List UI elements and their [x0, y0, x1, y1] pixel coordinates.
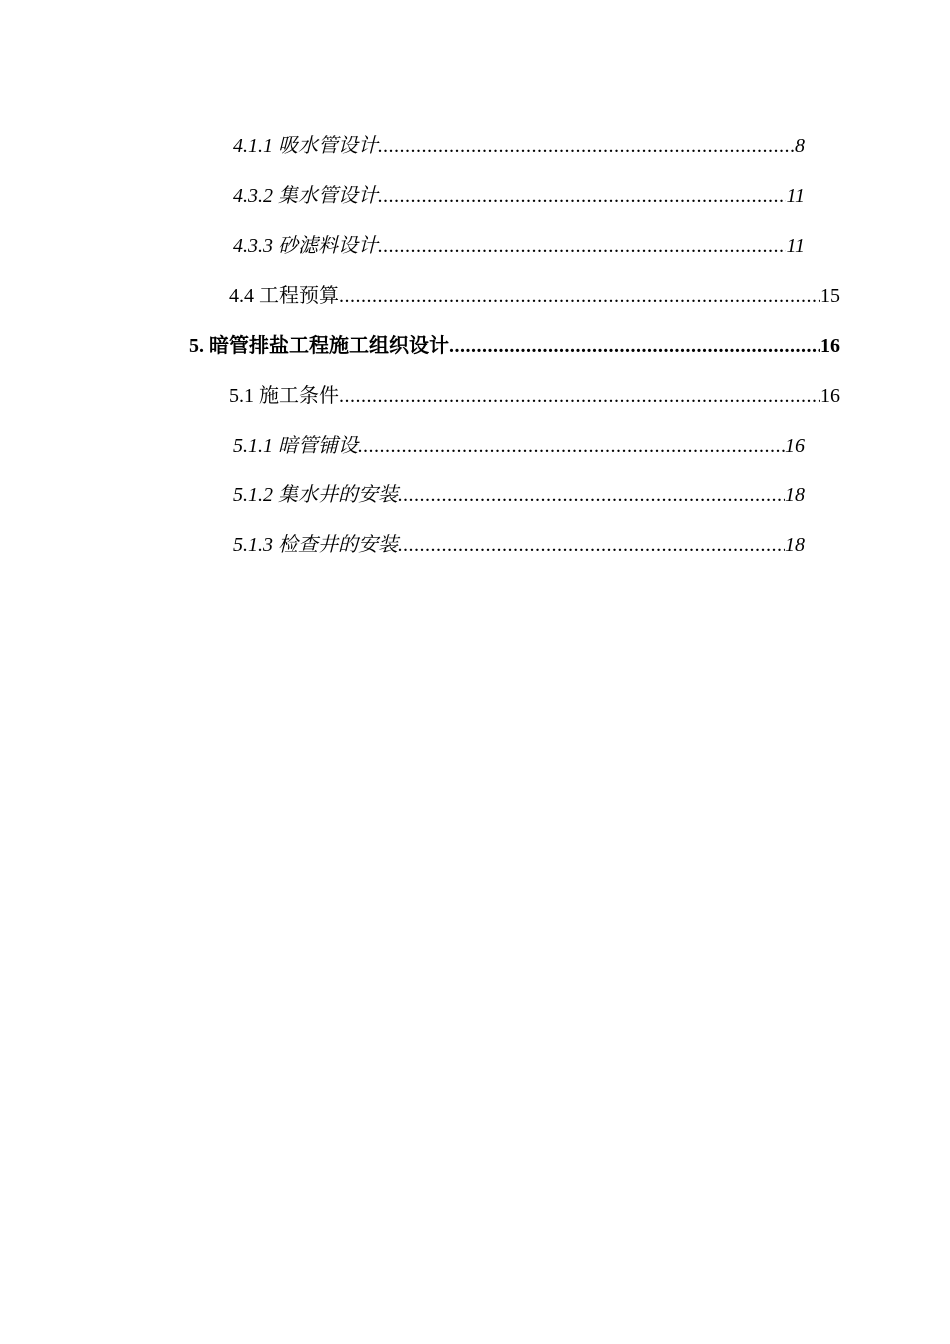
- toc-entry-title: 集水井的安装: [278, 484, 398, 506]
- toc-entry-5-1-3[interactable]: [233, 530, 805, 560]
- toc-page-number: 18: [785, 484, 805, 506]
- toc-entry-4-1-1[interactable]: [233, 131, 805, 161]
- toc-dot-leader: [339, 381, 820, 411]
- toc-page-number: 16: [820, 385, 840, 407]
- toc-dot-leader: [378, 181, 786, 211]
- toc-page-number: 15: [820, 285, 840, 307]
- toc-entry-number: 5.1.2: [233, 484, 273, 506]
- toc-entry-title: 暗管铺设: [278, 435, 358, 457]
- toc-entry-5[interactable]: [189, 331, 840, 361]
- toc-entry-number: 5.1.3: [233, 534, 273, 556]
- toc-entry-number: 4.3.2: [233, 185, 273, 207]
- toc-page-number: 16: [820, 335, 840, 357]
- toc-page-number: 8: [795, 135, 805, 157]
- toc-dot-leader: [449, 331, 820, 361]
- toc-entry-title: 检查井的安装: [278, 534, 398, 556]
- toc-page-number: 16: [785, 435, 805, 457]
- toc-entry-title: 施工条件: [259, 385, 339, 407]
- toc-entry-title: 砂滤料设计: [278, 235, 378, 257]
- toc-dot-leader: [378, 131, 795, 161]
- toc-entry-number: 4.4: [229, 285, 254, 307]
- toc-entry-5-1-2[interactable]: [233, 480, 805, 510]
- toc-page-number: 11: [786, 185, 805, 207]
- toc-entry-number: 4.1.1: [233, 135, 273, 157]
- toc-entry-5-1[interactable]: [229, 381, 840, 411]
- toc-dot-leader: [398, 480, 785, 510]
- toc-dot-leader: [378, 231, 786, 261]
- toc-entry-title: 工程预算: [259, 285, 339, 307]
- toc-entry-4-4[interactable]: [229, 281, 840, 311]
- toc-entry-number: 5.1.1: [233, 435, 273, 457]
- toc-entry-number: 5.1: [229, 385, 254, 407]
- toc-page-number: 11: [786, 235, 805, 257]
- toc-entry-number: 5.: [189, 335, 204, 357]
- toc-entry-title: 吸水管设计: [278, 135, 378, 157]
- toc-page-number: 18: [785, 534, 805, 556]
- toc-entry-4-3-3[interactable]: [233, 231, 805, 261]
- toc-entry-5-1-1[interactable]: [233, 431, 805, 461]
- toc-entry-4-3-2[interactable]: [233, 181, 805, 211]
- toc-dot-leader: [358, 431, 785, 461]
- toc-entry-title: 暗管排盐工程施工组织设计: [209, 335, 449, 357]
- toc-dot-leader: [398, 530, 785, 560]
- toc-dot-leader: [339, 281, 820, 311]
- toc-entry-number: 4.3.3: [233, 235, 273, 257]
- toc-entry-title: 集水管设计: [278, 185, 378, 207]
